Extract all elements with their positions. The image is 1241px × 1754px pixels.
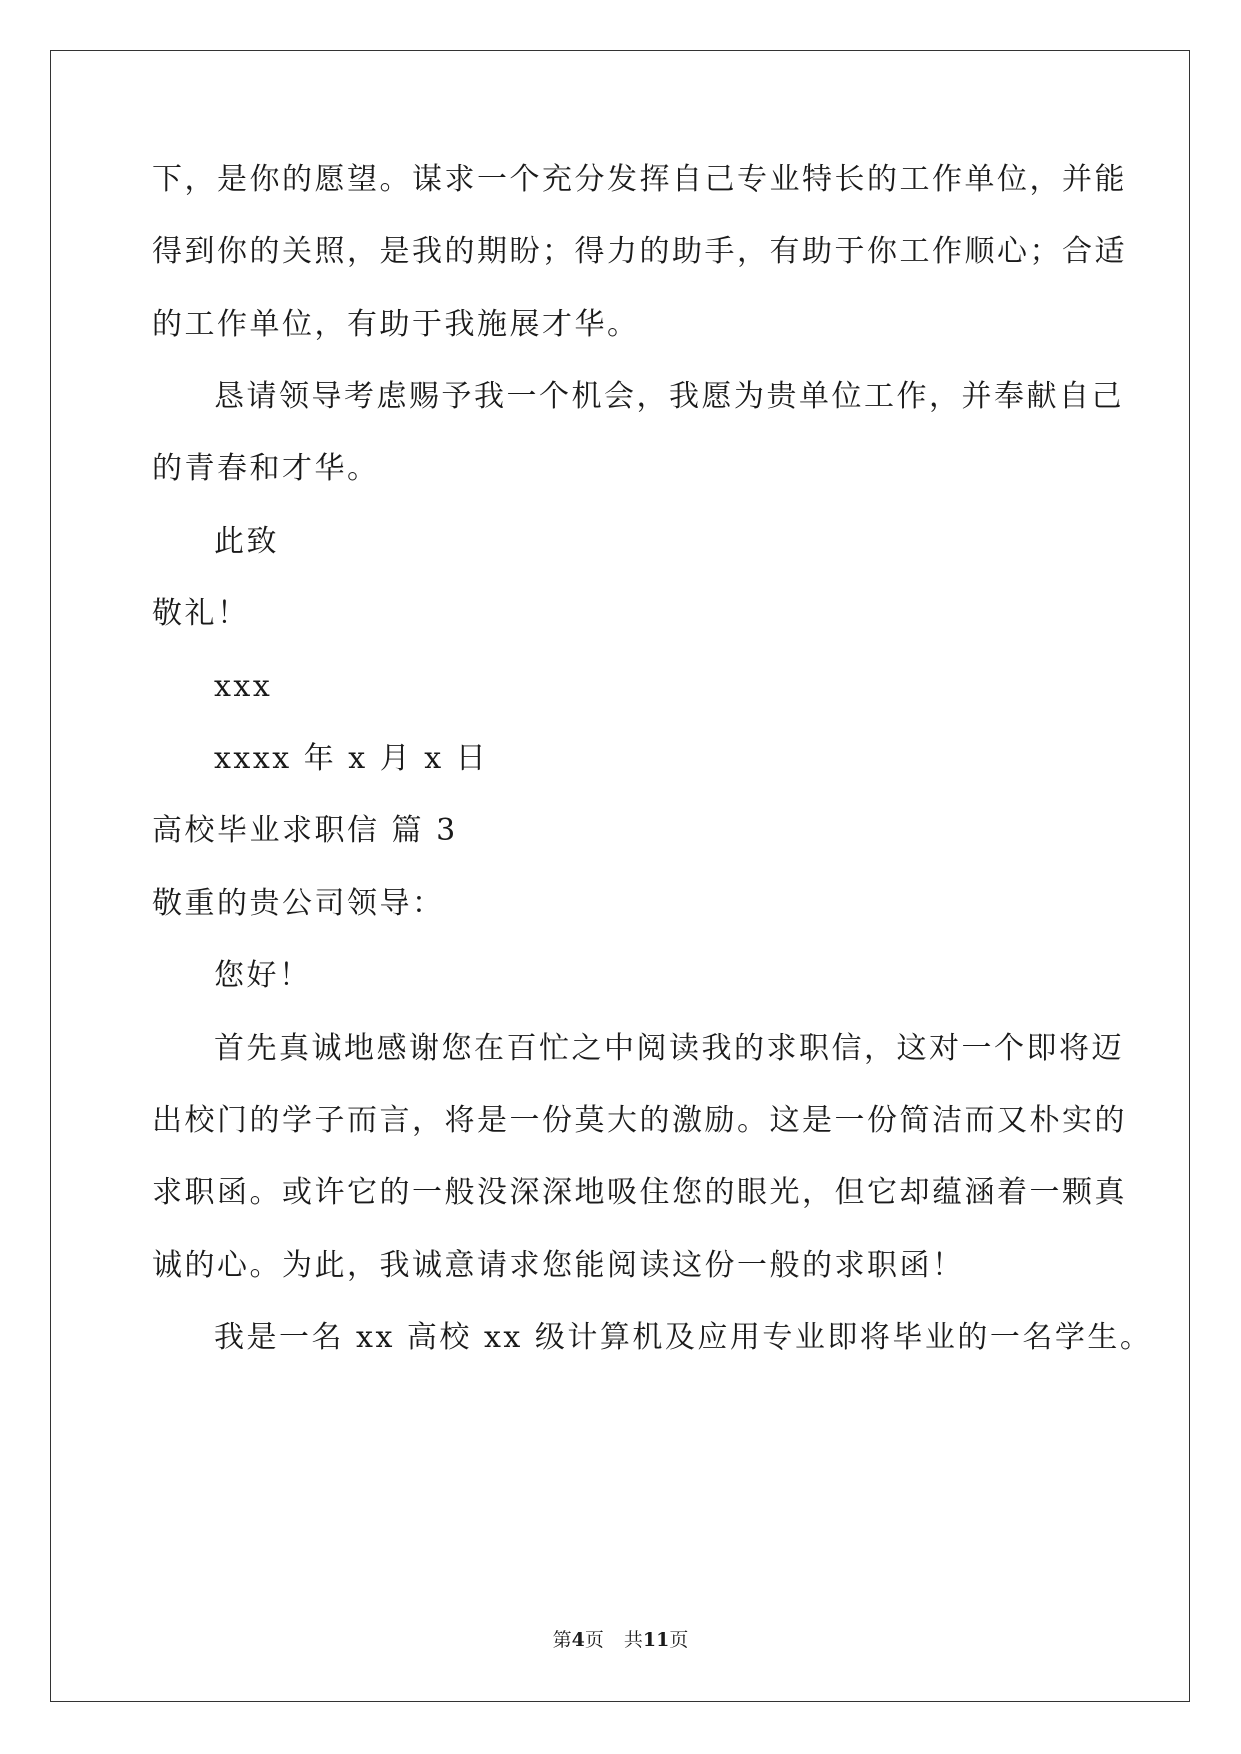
paragraph-line: 的青春和才华。 — [152, 451, 380, 486]
closing-regards: 敬礼！ — [152, 596, 250, 631]
page-border — [50, 50, 1190, 1702]
closing-salutation: 此致 — [214, 524, 279, 559]
paragraph-line: 出校门的学子而言，将是一份莫大的激励。这是一份简洁而又朴实的 — [152, 1103, 1127, 1138]
total-suffix: 页 — [669, 1629, 689, 1651]
paragraph-line: 诚的心。为此，我诚意请求您能阅读这份一般的求职函！ — [152, 1248, 965, 1283]
paragraph-line: 求职函。或许它的一般没深深地吸住您的眼光，但它却蕴涵着一颗真 — [152, 1175, 1127, 1210]
page-footer — [0, 1628, 1241, 1652]
paragraph-line: 恳请领导考虑赐予我一个机会，我愿为贵单位工作，并奉献自己 — [214, 379, 1124, 414]
paragraph-line: 我是一名 xx 高校 xx 级计算机及应用专业即将毕业的一名学生。 — [214, 1320, 1153, 1355]
letter-greeting: 敬重的贵公司领导： — [152, 886, 445, 921]
paragraph-line: 的工作单位，有助于我施展才华。 — [152, 307, 640, 342]
paragraph-line: 得到你的关照，是我的期盼；得力的助手，有助于你工作顺心；合适 — [152, 234, 1127, 269]
letter-hello: 您好！ — [214, 958, 312, 993]
section-title: 高校毕业求职信 篇 3 — [152, 813, 458, 848]
page-prefix: 第 — [552, 1629, 572, 1651]
page-suffix: 页 — [584, 1629, 604, 1651]
page-number: 4 — [571, 1629, 585, 1651]
paragraph-line: 首先真诚地感谢您在百忙之中阅读我的求职信，这对一个即将迈 — [214, 1031, 1124, 1066]
signature-name: xxx — [214, 669, 273, 704]
total-prefix: 共 — [623, 1629, 643, 1651]
signature-date: xxxx 年 x 月 x 日 — [214, 741, 489, 776]
total-pages: 11 — [642, 1629, 670, 1651]
paragraph-line: 下，是你的愿望。谋求一个充分发挥自己专业特长的工作单位，并能 — [152, 162, 1127, 197]
